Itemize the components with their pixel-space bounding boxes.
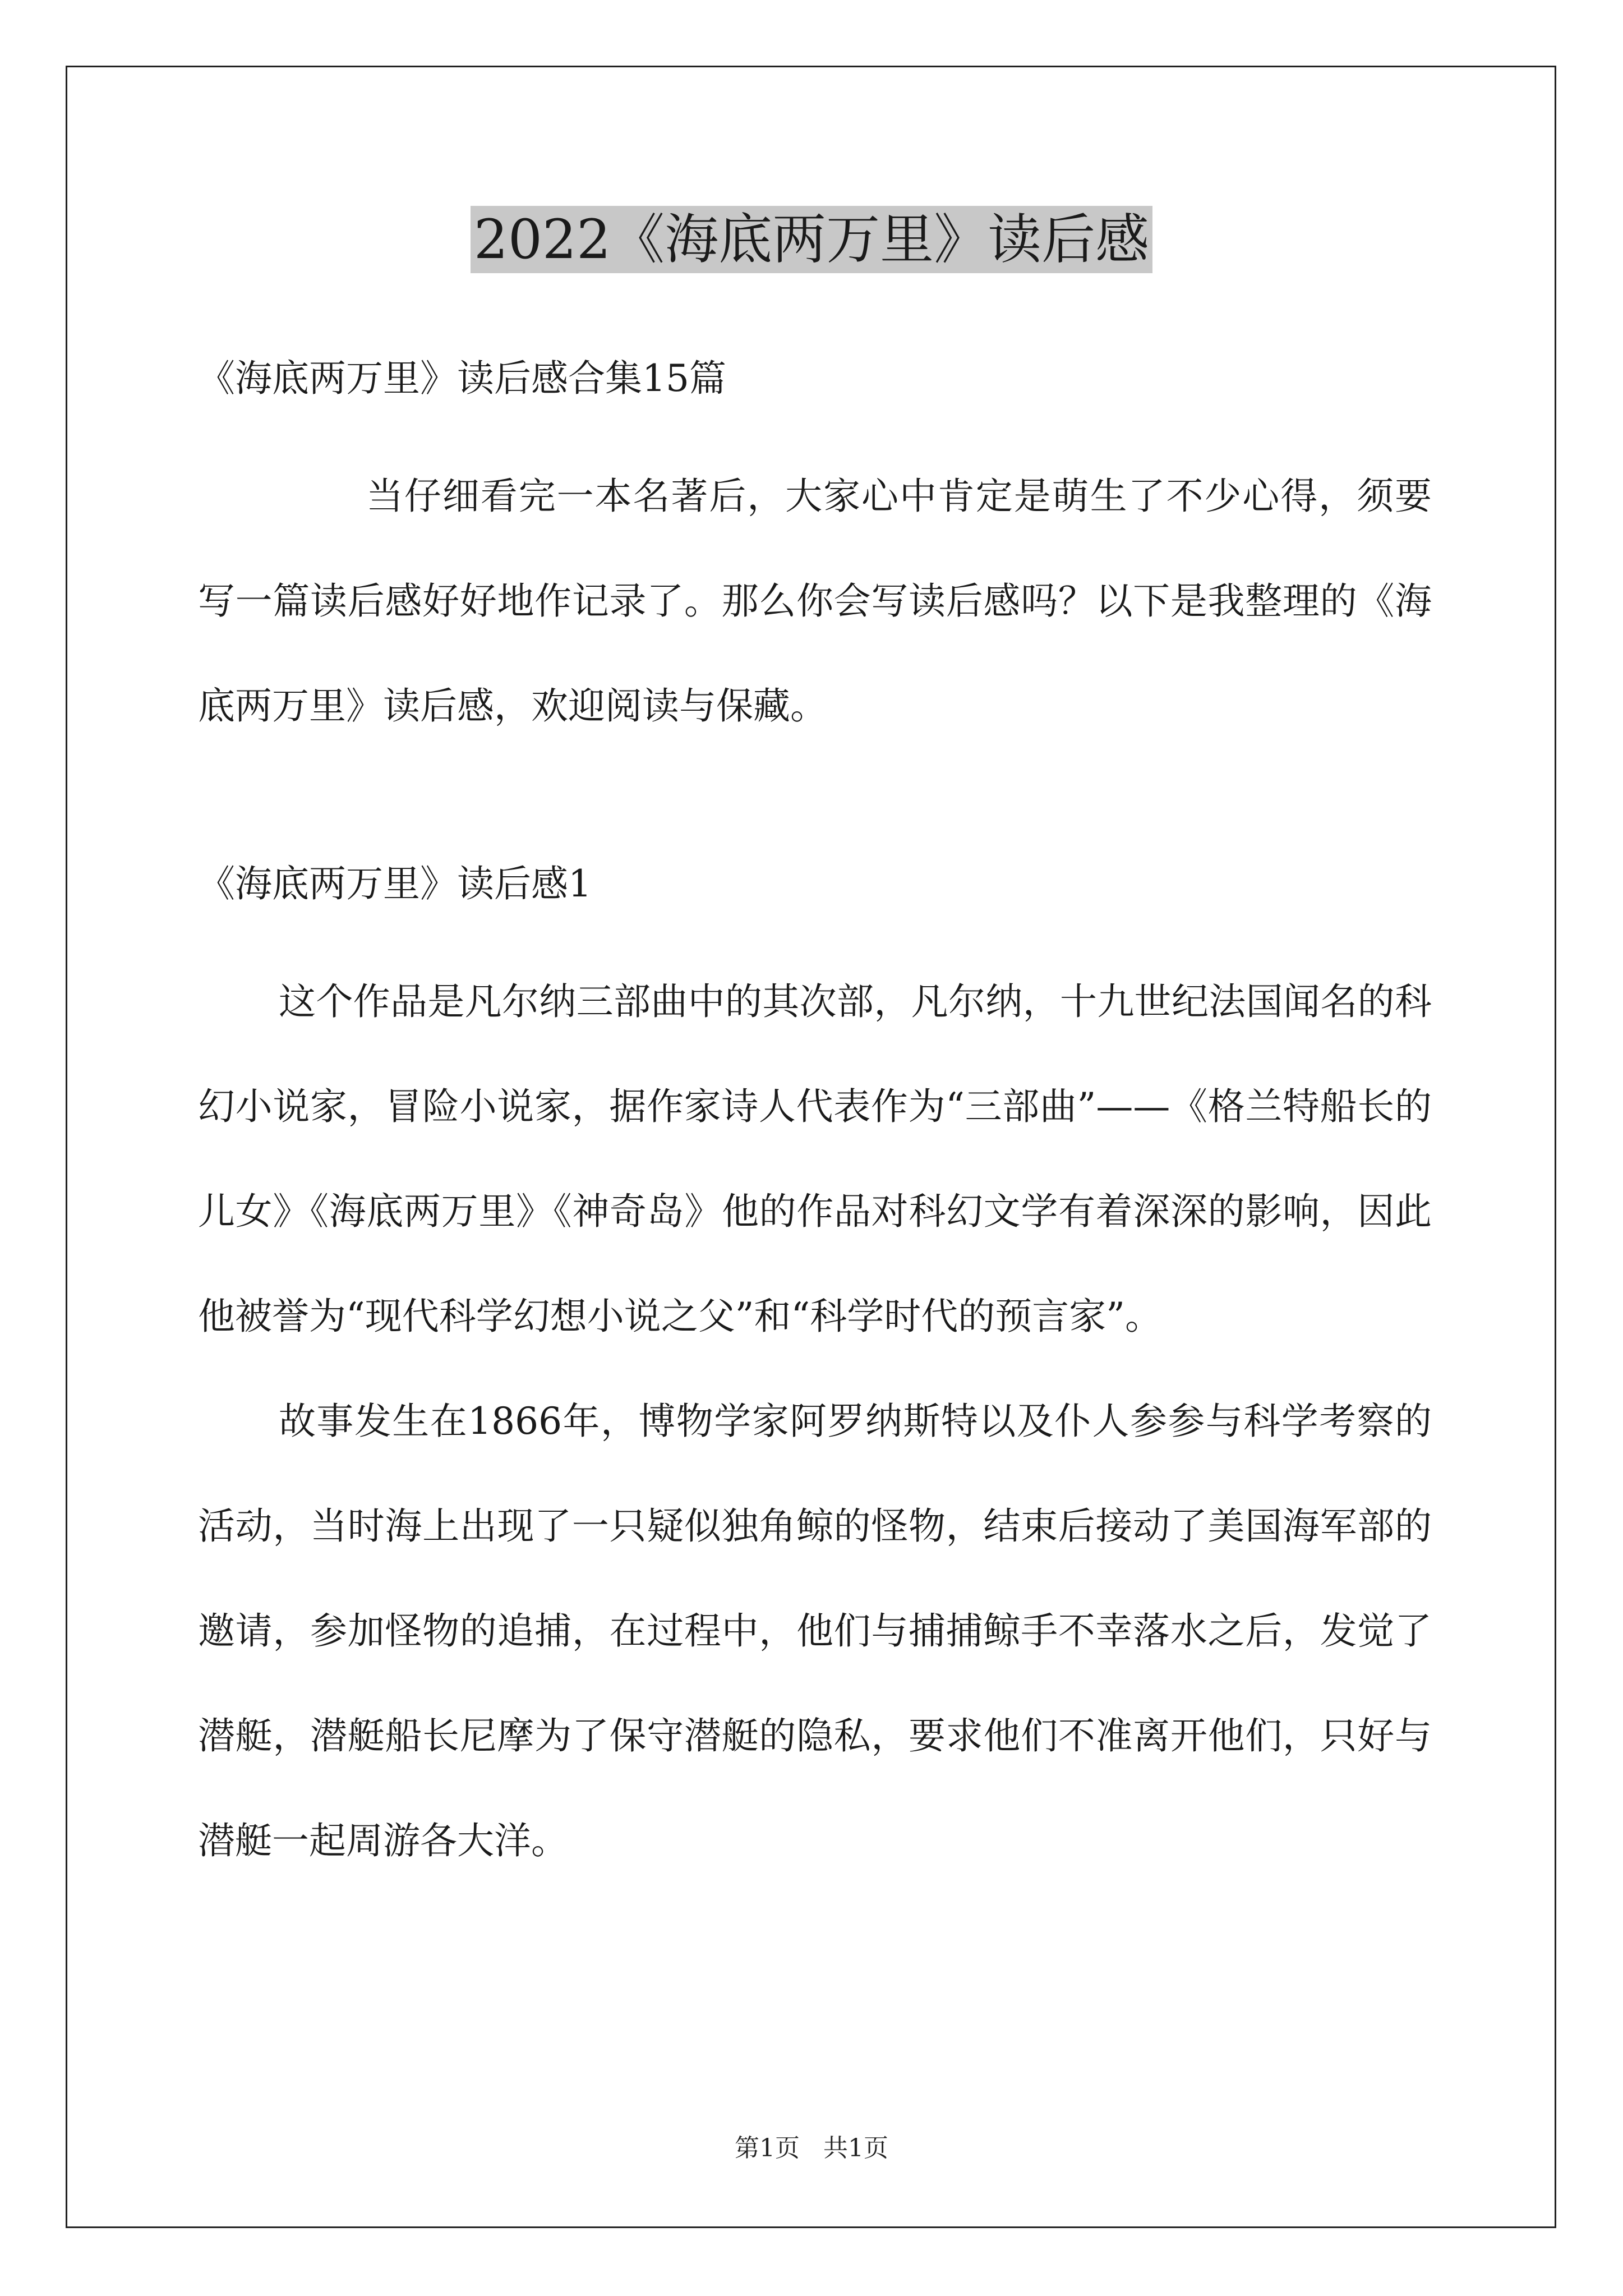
document-title-text: 2022《海底两万里》读后感 — [471, 206, 1152, 273]
intro-paragraph: 当仔细看完一本名著后，大家心中肯定是萌生了不少心得，须要写一篇读后感好好地作记录了。那么你会写读后感吗？以下是我整理的《海底两万里》读后感，欢迎阅读与保藏。 — [198, 475, 1432, 728]
document-body — [198, 345, 1432, 1893]
page-footer — [0, 2132, 1623, 2165]
page-number: 第1页 共1页 — [735, 2134, 888, 2162]
document-title — [0, 203, 1623, 276]
section-heading: 《海底两万里》读后感1 — [198, 862, 592, 905]
body-paragraph-1: 这个作品是凡尔纳三部曲中的其次部，凡尔纳，十九世纪法国闻名的科幻小说家，冒险小说家，据作家诗人代表作为“三部曲”——《格兰特船长的儿女》《海底两万里》《神奇岛》他的作品对科幻文学有着深深的影响，因此他被誉为“现代科学幻想小说之父”和“科学时代的预言家”。 — [198, 980, 1432, 1338]
section-spacer — [198, 758, 1432, 850]
document-subtitle: 《海底两万里》读后感合集15篇 — [198, 357, 726, 400]
body-paragraph-2: 故事发生在1866年，博物学家阿罗纳斯特以及仆人参参与科学考察的活动，当时海上出现了一只疑似独角鲸的怪物，结束后接动了美国海军部的邀请，参加怪物的追捕，在过程中，他们与捕捕鲸手不幸落水之后，发觉了潜艇，潜艇船长尼摩为了保守潜艇的隐私，要求他们不准离开他们，只好与潜艇一起周游各大洋。 — [198, 1400, 1432, 1862]
